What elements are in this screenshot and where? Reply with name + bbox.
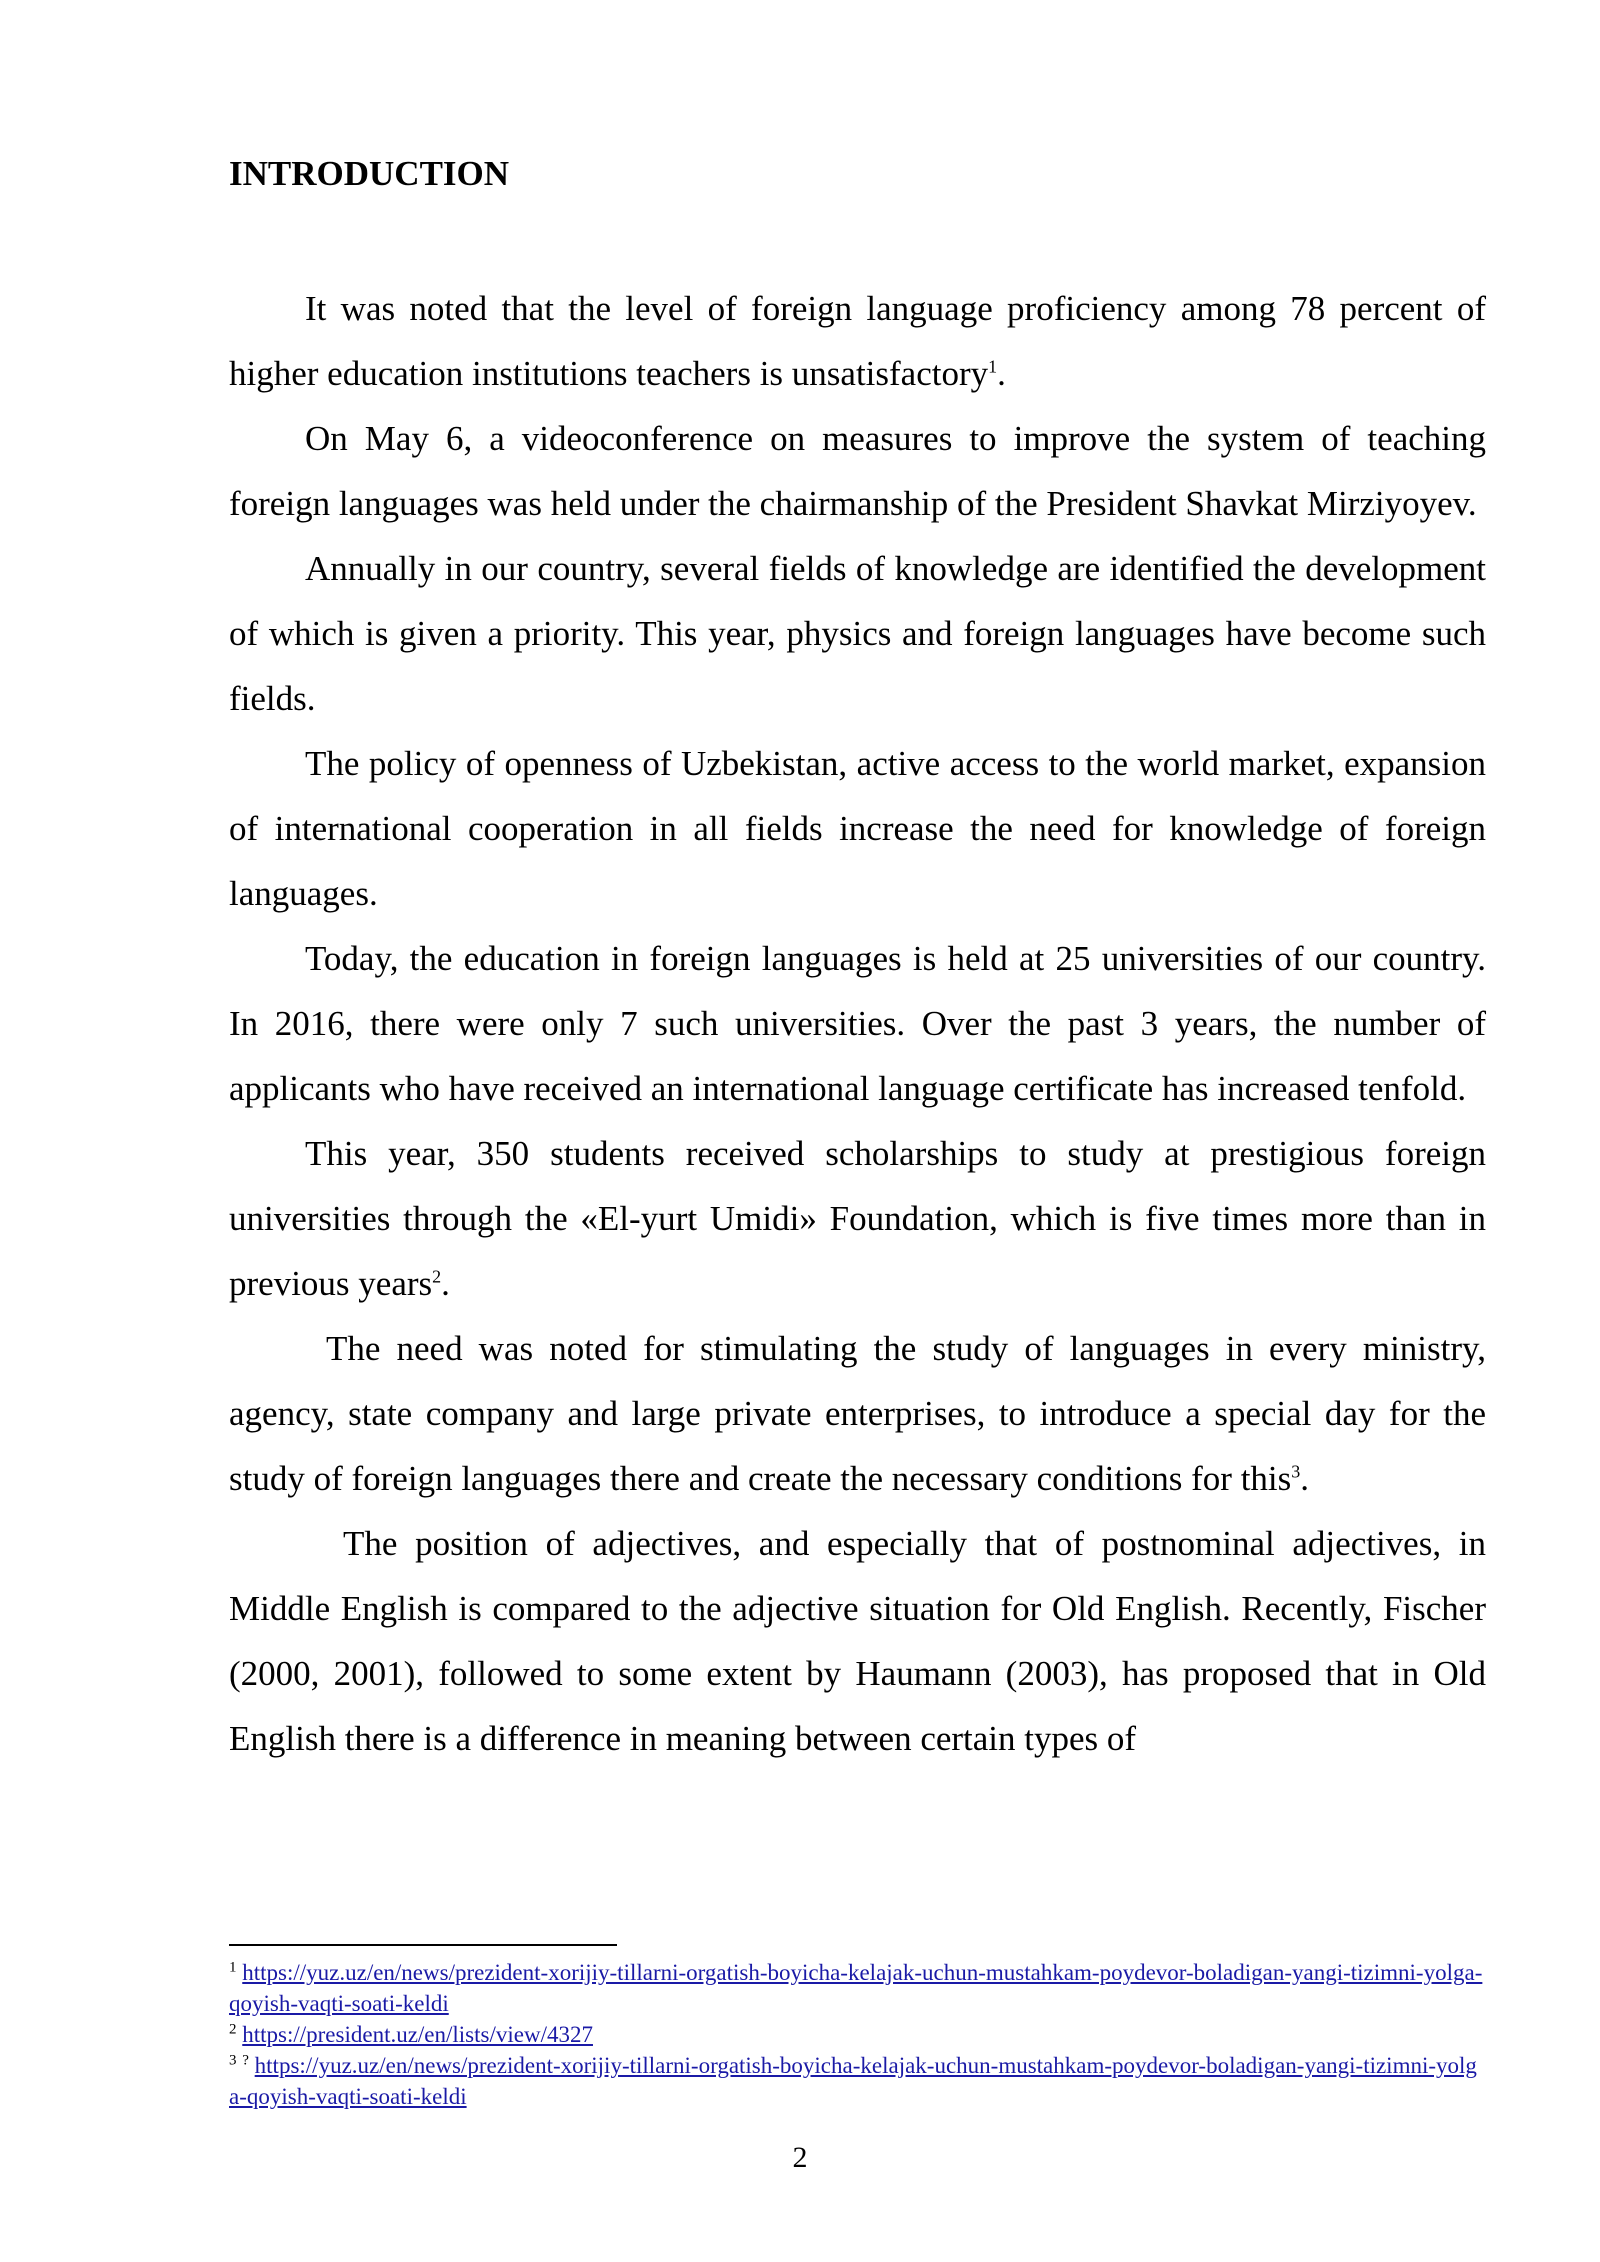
paragraph-7: The need was noted for stimulating the study of languages in every ministry, agency, state company and large private enterprises, to introduce a special day for the study of foreign languages there and create the necessary conditions for this$^3$. <box>229 1329 1486 1498</box>
paragraph-2: On May 6, a videoconference on measures to improve the system of teaching foreign languages was held under the chairmanship of the President Shavkat Mirziyoyev. <box>229 419 1486 523</box>
footnote-separator <box>229 1944 617 1946</box>
paragraph-4: The policy of openness of Uzbekistan, active access to the world market, expansion of international cooperation in all fields increase the need for knowledge of foreign languages. <box>229 744 1486 913</box>
footnote-ref-3[interactable]: 3 <box>1291 1461 1301 1482</box>
footnote-3 <box>229 2050 1486 2112</box>
section-heading: INTRODUCTION <box>229 154 510 193</box>
footnote-mark-1: 1 <box>229 1959 237 1976</box>
footnote-link-2[interactable]: https://president.uz/en/lists/view/4327 <box>242 2022 593 2047</box>
body-text <box>229 276 1486 1771</box>
footnote-extra-mark-3: ? <box>242 2052 249 2069</box>
footnote-link-3[interactable]: https://yuz.uz/en/news/prezident-xorijiy-tillarni-orgatish-boyicha-kelajak-uchun-mustahkam-poydevor-boladigan-yangi-tizimni-yolga-qoyish-vaqti-soati-keldi <box>229 2053 1477 2109</box>
footnote-2 <box>229 2019 1486 2050</box>
paragraph-1: It was noted that the level of foreign language proficiency among 78 percent of higher education institutions teachers is unsatisfactory$^1$. <box>229 289 1486 393</box>
footnote-1 <box>229 1957 1486 2019</box>
paragraph-6: This year, 350 students received scholarships to study at prestigious foreign universities through the «El-yurt Umidi» Foundation, which is five times more than in previous years$^2$. <box>229 1134 1486 1303</box>
footnote-ref-1[interactable]: 1 <box>988 356 998 377</box>
page-number: 2 <box>792 2141 808 2174</box>
footnote-mark-2: 2 <box>229 2021 237 2038</box>
footnotes <box>229 1957 1486 2112</box>
paragraph-8: The position of adjectives, and especially that of postnominal adjectives, in Middle English is compared to the adjective situation for Old English. Recently, Fischer (2000, 2001), followed to some extent by Haumann (2003), has proposed that in Old English there is a difference in meaning between certain types of <box>229 1524 1486 1758</box>
footnote-link-1[interactable]: https://yuz.uz/en/news/prezident-xorijiy-tillarni-orgatish-boyicha-kelajak-uchun-mustahkam-poydevor-boladigan-yangi-tizimni-yolga-qoyish-vaqti-soati-keldi <box>229 1960 1483 2016</box>
paragraph-5: Today, the education in foreign languages is held at 25 universities of our country. In 2016, there were only 7 such universities. Over the past 3 years, the number of applicants who have received an international language certificate has increased tenfold. <box>229 939 1486 1108</box>
paragraph-3: Annually in our country, several fields of knowledge are identified the development of which is given a priority. This year, physics and foreign languages have become such fields. <box>229 549 1486 718</box>
footnote-mark-3: 3 <box>229 2052 237 2069</box>
footnote-ref-2[interactable]: 2 <box>432 1266 442 1287</box>
